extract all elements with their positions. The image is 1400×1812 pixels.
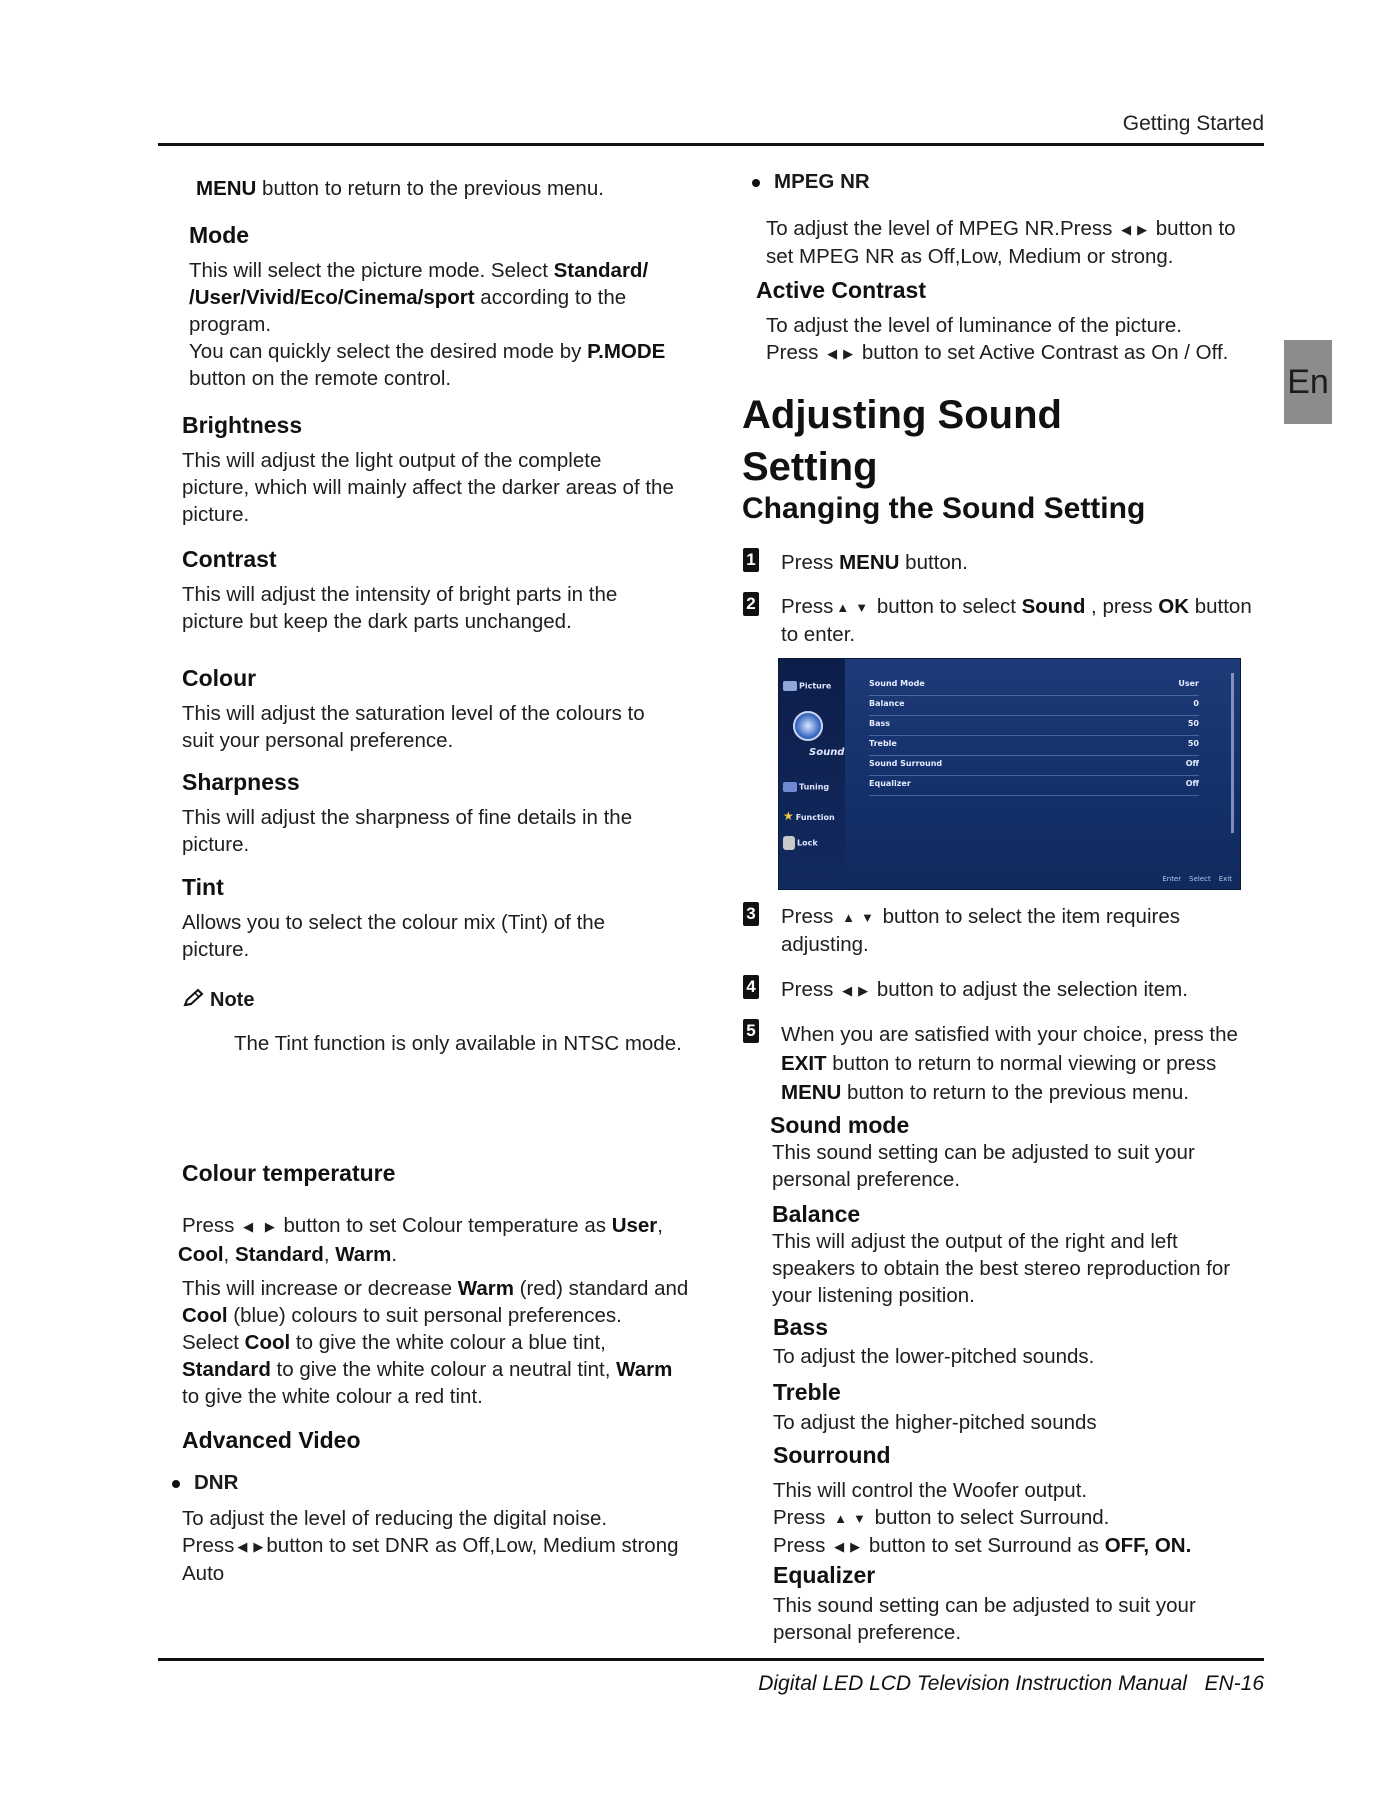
down-arrow-icon: ▼ [852,1511,866,1526]
brightness-text: This will adjust the light output of the complete picture, which will mainly affect the darker areas of the picture. [182,449,674,526]
sound-mode-text: This sound setting can be adjusted to suit your personal preference. [772,1141,1195,1191]
up-arrow-icon: ▲ [834,1511,847,1526]
tv-menu-row: Sound Surround Off [869,757,1199,776]
right-arrow-icon: ▶ [1137,222,1148,237]
mode-text: This will select the picture mode. Select Standard/ /User/Vivid/Eco/Cinema/sport according to the program. You can quickly select the desired mode by P.MODE button on the remote control. [189,259,666,390]
right-arrow-icon: ▶ [858,983,869,998]
right-arrow-icon: ▶ [264,1219,275,1234]
left-arrow-icon: ◀ [243,1219,254,1234]
tint-text: Allows you to select the colour mix (Tint) of the picture. [182,911,606,961]
footer-rule [158,1658,1264,1661]
step-5-text: When you are satisfied with your choice, press the EXIT button to return to normal viewing or press MENU button to return to the previous menu. [781,1023,1238,1104]
speaker-icon [793,711,823,741]
step-number: 4 [743,975,759,999]
tint-heading: Tint [182,874,224,900]
sound-menu-screenshot [778,658,1241,890]
bass-text: To adjust the lower-pitched sounds. [773,1345,1095,1368]
tv-menu-row: Balance 0 [869,697,1199,716]
right-arrow-icon: ▶ [843,346,854,361]
right-arrow-icon: ▶ [850,1539,861,1554]
contrast-text: This will adjust the intensity of bright parts in the picture but keep the dark parts unchanged. [182,583,618,633]
step-number: 3 [743,902,759,926]
step-2-text: Press ▲ ▼ button to select Sound , press OK button to enter. [781,595,1252,646]
sharpness-heading: Sharpness [182,769,300,795]
bullet [172,1480,180,1488]
mpeg-nr-heading: MPEG NR [752,170,870,194]
step-number: 1 [743,548,759,572]
colour-temperature-text: This will increase or decrease Warm (red) standard and Cool (blue) colours to suit personal preferences. Select Cool to give the white colour a blue tint, Standard to give the white colour a neutral tint, Warm to give the white colour a red tint. [182,1277,689,1408]
tv-menu-item: Picture [783,681,831,691]
down-arrow-icon: ▼ [855,600,869,615]
tv-menu-row: Treble 50 [869,737,1199,756]
dnr-heading: DNR [172,1471,238,1495]
tv-menu-scrollbar [1231,673,1234,833]
equalizer-heading: Equalizer [773,1562,876,1588]
note-text: The Tint function is only available in NTSC mode. [234,1032,682,1055]
bullet [752,179,760,187]
left-arrow-icon: ◀ [237,1539,248,1554]
pencil-note-icon [182,988,206,1014]
page-footer: Digital LED LCD Television Instruction Manual EN-16 [758,1672,1264,1695]
equalizer-text: This sound setting can be adjusted to suit your personal preference. [773,1594,1196,1644]
sharpness-text: This will adjust the sharpness of fine details in the picture. [182,806,633,856]
mpeg-nr-text: To adjust the level of MPEG NR.Press ◀ ▶ button to set MPEG NR as Off,Low, Medium or strong. [766,217,1236,268]
down-arrow-icon: ▼ [860,910,874,925]
active-contrast-text: To adjust the level of luminance of the picture. Press ◀ ▶ button to set Active Contrast as On / Off. [766,312,1276,367]
colour-heading: Colour [182,665,257,691]
header-rule [158,143,1264,146]
left-arrow-icon: ◀ [827,346,838,361]
tv-menu-item: Lock [783,836,818,850]
tv-menu-item: ★ Function [783,809,835,823]
tv-menu-row: Equalizer Off [869,777,1199,796]
active-contrast-heading: Active Contrast [756,277,926,303]
surround-heading: Sourround [773,1442,891,1468]
mode-heading: Mode [189,222,250,248]
language-tab: En [1284,340,1332,424]
right-arrow-icon: ▶ [253,1539,264,1554]
section-title: Adjusting Sound Setting [742,393,1062,489]
note-heading: Note [182,988,254,1014]
star-icon: ★ [783,809,794,823]
tv-menu-item-active: Sound [809,747,845,758]
colour-temperature-options: Cool, Standard, Warm. [178,1243,398,1266]
colour-text: This will adjust the saturation level of the colours to suit your personal preference. [182,702,645,752]
advanced-video-heading: Advanced Video [182,1427,361,1453]
bass-heading: Bass [773,1314,828,1340]
tv-menu-row: Sound Mode User [869,677,1199,696]
contrast-heading: Contrast [182,546,277,572]
up-arrow-icon: ▲ [842,910,855,925]
step-number: 5 [743,1019,759,1043]
tv-menu-item: Tuning [783,782,829,792]
tv-menu-footer: Enter Select Exit [1162,875,1232,883]
picture-icon [783,681,797,691]
step-1-text: Press MENU button. [781,551,968,574]
lock-icon [783,836,795,850]
step-4-text: Press ◀ ▶ button to adjust the selection item. [781,976,1188,1004]
step-number: 2 [743,592,759,616]
sound-mode-heading: Sound mode [770,1112,910,1138]
left-arrow-icon: ◀ [1121,222,1132,237]
surround-text: This will control the Woofer output. Press ▲ ▼ button to select Surround. Press ◀ ▶ button to set Surround as OFF, ON. [773,1477,1283,1560]
running-header: Getting Started [1122,112,1264,135]
brightness-heading: Brightness [182,412,303,438]
up-arrow-icon: ▲ [836,600,850,615]
treble-heading: Treble [773,1379,841,1405]
left-arrow-icon: ◀ [842,983,853,998]
treble-text: To adjust the higher-pitched sounds [773,1411,1097,1434]
tv-menu-row: Bass 50 [869,717,1199,736]
section-subtitle: Changing the Sound Setting [742,492,1146,525]
colour-temperature-press: Press ◀ ▶ button to set Colour temperature as User, [182,1212,663,1240]
tuning-icon [783,782,797,792]
dnr-text: To adjust the level of reducing the digital noise. Press ◀ ▶ button to set DNR as Off,Low, Medium strong Auto [182,1507,679,1585]
colour-temperature-heading: Colour temperature [182,1160,396,1186]
balance-heading: Balance [772,1201,861,1227]
intro-text: MENU button to return to the previous menu. [196,177,604,200]
left-arrow-icon: ◀ [834,1539,845,1554]
balance-text: This will adjust the output of the right and left speakers to obtain the best stereo reproduction for your listening position. [772,1230,1231,1307]
tv-menu-sidebar [779,659,845,889]
step-3-text: Press ▲ ▼ button to select the item requires adjusting. [781,905,1180,956]
